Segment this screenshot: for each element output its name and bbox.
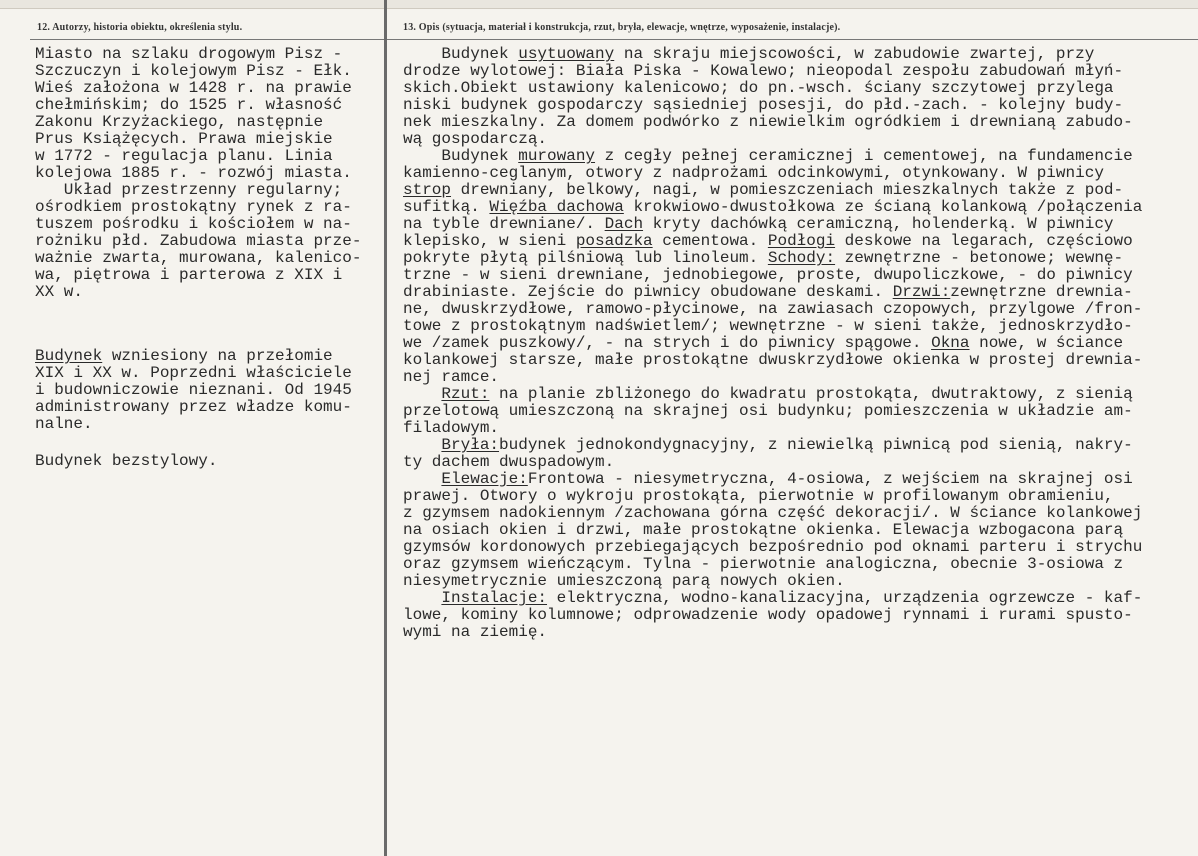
keyword-dach: Dach (604, 215, 644, 233)
keyword-elewacje: Elewacje: (441, 470, 528, 488)
text (403, 385, 441, 403)
building-line-4: administrowany przez władze komu- (35, 398, 352, 416)
text: krokwiowo-dwustołkowa ze ścianą kolankową /połączenia (623, 198, 1143, 216)
desc-line (403, 46, 1142, 63)
desc-line: kamienno-ceglanym, otwory z nadprożami odcinkowymi, otynkowany. W piwnicy (403, 164, 1104, 182)
keyword-murowany: murowany (518, 147, 596, 165)
history-line: Szczuczyn i kolejowym Pisz - Ełk. (35, 62, 352, 80)
desc-line (403, 233, 1142, 250)
text: cementowa. (652, 232, 768, 250)
desc-line: kolankowej starsze, małe prostokątne dwuskrzydłowe okienka w prostej drewnia- (403, 351, 1143, 369)
building-text-1: wzniesiony na przełomie (102, 347, 333, 365)
desc-line: skich.Obiekt ustawiony kalenicowo; do pn.-wsch. ściany szczytowej przylega (403, 79, 1114, 97)
history-line: Prus Książęcych. Prawa miejskie (35, 130, 333, 148)
building-line-3: i budowniczowie nieznani. Od 1945 (35, 381, 352, 399)
text: kryty dachówką ceramiczną, holenderką. W piwnicy (643, 215, 1114, 233)
desc-line: na osiach okien i drzwi, małe prostokątne okienka. Elewacja wzbogacona parą (403, 521, 1124, 539)
text: zewnętrzne drewnia- (950, 283, 1133, 301)
history-line: Wieś założona w 1428 r. na prawie (35, 79, 352, 97)
text: budynek jednokondygnacyjny, z niewielką piwnicą pod sienią, nakry- (499, 436, 1133, 454)
desc-line: nej ramce. (403, 368, 500, 386)
desc-line: nek mieszkalny. Za domem podwórko z niewielkim ogródkiem i drewnianą zabudo- (403, 113, 1133, 131)
section-12-header: 12. Autorzy, historia obiektu, określenia stylu. (37, 22, 243, 33)
text: na skraju miejscowości, w zabudowie zwartej, przy (614, 45, 1095, 63)
desc-line (403, 284, 1142, 301)
desc-line: wymi na ziemię. (403, 623, 548, 641)
style-text: Budynek bezstylowy. (35, 452, 218, 470)
desc-line: przelotową umieszczoną na skrajnej osi budynku; pomieszczenia w układzie am- (403, 402, 1133, 420)
desc-line: towe z prostokątnym nadświetlem/; wewnętrzne - w sieni także, jednoskrzydło- (403, 317, 1133, 335)
text: deskowe na legarach, częściowo (835, 232, 1133, 250)
text: na tyble drewniane/. (403, 215, 605, 233)
text: drabiniaste. Zejście do piwnicy obudowane deskami. (403, 283, 893, 301)
description-text (403, 46, 1142, 641)
text: sufitką. (403, 198, 490, 216)
keyword-okna: Okna (931, 334, 970, 352)
text: na planie zbliżonego do kwadratu prostokąta, dwutraktowy, z sienią (489, 385, 1133, 403)
desc-line: z gzymsem nadokiennym /zachowana górna część dekoracji/. W ściance kolankowej (403, 504, 1143, 522)
right-header-rule (387, 39, 1198, 40)
desc-line (403, 182, 1142, 199)
left-header-rule (30, 39, 384, 40)
history-line: rożniku płd. Zabudowa miasta prze- (35, 232, 362, 250)
history-line: ośrodkiem prostokątny rynek z ra- (35, 198, 352, 216)
keyword-bryla: Bryła: (441, 436, 500, 454)
text: drewniany, belkowy, nagi, w pomieszczeniach mieszkalnych także z pod- (451, 181, 1124, 199)
keyword-strop: strop (403, 181, 452, 199)
keyword-posadzka: posadzka (575, 232, 653, 250)
desc-line: oraz gzymsem wieńczącym. Tylna - pierwotnie analogiczna, obecnie 3-osiowa z (403, 555, 1124, 573)
desc-line: filadowym. (403, 419, 500, 437)
desc-line: trzne - w sieni drewniane, jednobiegowe, proste, dwupoliczkowe, - do piwnicy (403, 266, 1133, 284)
history-line: w 1772 - regulacja planu. Linia (35, 147, 333, 165)
column-divider (384, 0, 387, 856)
section-13-header (403, 22, 840, 33)
text: z cegły pełnej ceramicznej i cementowej, na fundamencie (595, 147, 1133, 165)
text (403, 470, 441, 488)
desc-line (403, 250, 1142, 267)
text (403, 436, 441, 454)
desc-line: prawej. Otwory o wykroju prostokąta, pierwotnie w profilowanym obramieniu, (403, 487, 1114, 505)
keyword-rzut: Rzut: (441, 385, 490, 403)
desc-line (403, 471, 1142, 488)
text: pokryte płytą pilśniową lub linoleum. (403, 249, 768, 267)
text: Frontowa - niesymetryczna, 4-osiowa, z wejściem na skrajnej osi (527, 470, 1133, 488)
desc-line: niski budynek gospodarczy sąsiedniej posesji, do płd.-zach. - kolejny budy- (403, 96, 1124, 114)
building-keyword: Budynek (35, 347, 103, 365)
keyword-usytuowany: usytuowany (518, 45, 615, 63)
desc-line (403, 386, 1142, 403)
building-line-2: XIX i XX w. Poprzedni właściciele (35, 364, 352, 382)
desc-line: drodze wylotowej: Biała Piska - Kowalewo; nieopodal zespołu zabudowań młyń- (403, 62, 1124, 80)
desc-line (403, 590, 1142, 607)
text: Budynek (403, 45, 519, 63)
text: we /zamek puszkowy/, - na strych i do piwnicy spągowe. (403, 334, 932, 352)
building-text (35, 348, 352, 433)
desc-line (403, 437, 1142, 454)
history-text (35, 46, 361, 301)
card-top-edge (0, 0, 1198, 9)
section-13-subtitle: (sytuacja, materiał i konstrukcja, rzut, bryła, elewacje, wnętrze, wyposażenie, instalacje). (442, 22, 841, 33)
text: nowe, w ściance (969, 334, 1124, 352)
history-line: wa, piętrowa i parterowa z XIX i (35, 266, 343, 284)
history-line: Układ przestrzenny regularny; (35, 181, 343, 199)
desc-line: ty dachem dwuspadowym. (403, 453, 615, 471)
desc-line (403, 199, 1142, 216)
history-line: Miasto na szlaku drogowym Pisz - (35, 45, 343, 63)
desc-line: wą gospodarczą. (403, 130, 548, 148)
keyword-schody: Schody: (767, 249, 836, 267)
section-13-number: 13. Opis (403, 22, 440, 33)
text: zewnętrzne - betonowe; wewnę- (835, 249, 1124, 267)
text (403, 589, 441, 607)
keyword-wiezba: Więźba dachowa (489, 198, 624, 216)
history-line: chełmińskim; do 1525 r. własność (35, 96, 343, 114)
desc-line: lowe, kominy kolumnowe; odprowadzenie wody opadowej rynnami i rurami spusto- (403, 606, 1133, 624)
desc-line (403, 335, 1142, 352)
desc-line (403, 148, 1142, 165)
keyword-drzwi: Drzwi: (892, 283, 951, 301)
text: Budynek (403, 147, 519, 165)
desc-line: gzymsów kordonowych przebiegających bezpośrednio pod oknami parteru i strychu (403, 538, 1143, 556)
desc-line (403, 216, 1142, 233)
history-line: ważnie zwarta, murowana, kalenico- (35, 249, 362, 267)
history-line: kolejowa 1885 r. - rozwój miasta. (35, 164, 352, 182)
text: klepisko, w sieni (403, 232, 576, 250)
text: elektryczna, wodno-kanalizacyjna, urządzenia ogrzewcze - kaf- (547, 589, 1143, 607)
desc-line: niesymetrycznie umieszczoną parą nowych okien. (403, 572, 845, 590)
building-line-5: nalne. (35, 415, 93, 433)
keyword-podlogi: Podłogi (767, 232, 836, 250)
desc-line: ne, dwuskrzydłowe, ramowo-płycinowe, na zawiasach czopowych, przylgowe /fron- (403, 300, 1143, 318)
history-line: XX w. (35, 283, 84, 301)
building-line-1 (35, 348, 352, 365)
history-line: tuszem pośrodku i kościołem w na- (35, 215, 352, 233)
keyword-instalacje: Instalacje: (441, 589, 548, 607)
history-line: Zakonu Krzyżackiego, następnie (35, 113, 324, 131)
